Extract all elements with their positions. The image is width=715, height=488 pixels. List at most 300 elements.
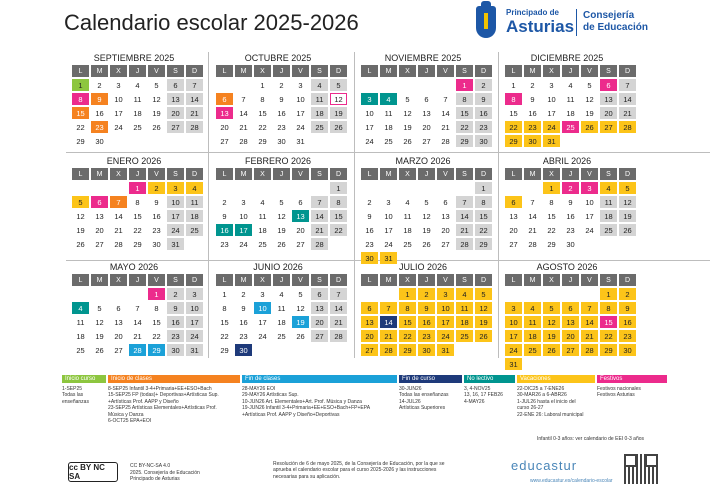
logo-divider	[576, 9, 577, 36]
day-cell: 24	[114, 122, 123, 132]
day-cell: 8	[154, 303, 159, 313]
day-cell: 8	[260, 94, 265, 104]
day-cell: 14	[380, 316, 397, 328]
day-cell: 19	[95, 331, 104, 341]
day-cell: 21	[311, 224, 328, 236]
month-days	[505, 65, 633, 147]
weekday-header: D	[330, 274, 347, 286]
weekday-header: M	[91, 168, 108, 180]
day-cell: 23	[524, 121, 541, 133]
legend-text: 1-SEP25 Todas las enseñanzas	[62, 386, 89, 405]
day-cell: 15	[547, 211, 556, 221]
day-cell: 25	[277, 331, 286, 341]
weekday-header: L	[505, 168, 522, 180]
weekday-header: J	[273, 274, 290, 286]
day-cell: 17	[258, 317, 267, 327]
day-cell: 16	[566, 211, 575, 221]
day-cell: 5	[279, 197, 284, 207]
weekday-header: V	[292, 65, 309, 77]
day-cell: 31	[186, 344, 203, 356]
day-cell: 31	[437, 344, 454, 356]
weekday-header: X	[543, 274, 560, 286]
weekday-header: X	[110, 65, 127, 77]
month-title: MAYO 2026	[109, 262, 159, 272]
day-cell: 17	[585, 211, 594, 221]
day-cell: 1	[129, 182, 146, 194]
qr-code-icon[interactable]	[624, 454, 658, 484]
weekday-header: S	[456, 274, 473, 286]
day-cell: 15	[456, 107, 473, 119]
day-cell: 7	[456, 196, 473, 208]
day-cell: 3	[116, 80, 121, 90]
day-cell: 14	[239, 108, 248, 118]
day-cell: 23	[277, 122, 286, 132]
empty-cell	[562, 288, 579, 300]
empty-cell	[110, 182, 127, 194]
weekday-header: J	[418, 65, 435, 77]
day-cell: 23	[239, 331, 248, 341]
empty-cell	[380, 79, 397, 91]
day-cell: 20	[509, 225, 518, 235]
day-cell: 12	[585, 94, 594, 104]
empty-cell	[399, 79, 416, 91]
day-cell: 28	[114, 239, 123, 249]
day-cell: 18	[384, 122, 393, 132]
weekday-header: V	[148, 65, 165, 77]
day-cell: 12	[475, 302, 492, 314]
day-cell: 11	[133, 94, 142, 104]
principado-logo	[476, 6, 660, 46]
weekday-header: V	[437, 274, 454, 286]
weekday-header: D	[186, 274, 203, 286]
day-cell: 11	[277, 303, 286, 313]
weekday-header: M	[524, 274, 541, 286]
day-cell: 10	[365, 108, 374, 118]
legend-item	[62, 375, 106, 405]
weekday-header: M	[524, 65, 541, 77]
day-cell: 2	[475, 79, 492, 91]
weekday-header: J	[273, 65, 290, 77]
day-cell: 8	[72, 93, 89, 105]
day-cell: 15	[399, 316, 416, 328]
day-cell: 9	[154, 197, 159, 207]
day-cell: 24	[167, 224, 184, 236]
day-cell: 1	[456, 79, 473, 91]
day-cell: 17	[547, 108, 556, 118]
month-title: NOVIEMBRE 2025	[384, 53, 462, 63]
empty-cell	[235, 79, 252, 91]
weekday-header: V	[292, 168, 309, 180]
crest-icon	[476, 6, 496, 38]
weekday-header: S	[167, 65, 184, 77]
month-title: ABRIL 2026	[542, 156, 592, 166]
day-cell: 6	[311, 288, 328, 300]
day-cell: 9	[475, 93, 492, 105]
day-cell: 24	[258, 331, 267, 341]
day-cell: 29	[505, 135, 522, 147]
day-cell: 22	[456, 121, 473, 133]
day-cell: 12	[152, 94, 161, 104]
day-cell: 5	[424, 197, 429, 207]
day-cell: 7	[135, 303, 140, 313]
legend-text: 8-SEP25 Infantil 3-4+Primaria+EE+ESO+Bach 15-SEP25 FP (todas)+ Deportivas+Artísticas Sup. +Artísticas Prof. AAPP y Diseño 23-SEP25 Artísticas Elementales+Artísticas Prof. Música y Danza 6-OCT25 EPA+EOI	[108, 386, 219, 425]
weekday-header: S	[311, 65, 328, 77]
day-cell: 23	[152, 225, 161, 235]
day-cell: 20	[167, 107, 184, 119]
day-cell: 13	[509, 211, 518, 221]
day-cell: 23	[619, 330, 636, 342]
day-cell: 19	[422, 225, 431, 235]
day-cell: 14	[581, 316, 598, 328]
day-cell: 25	[384, 136, 393, 146]
day-cell: 24	[384, 239, 393, 249]
day-cell: 2	[562, 182, 579, 194]
day-cell: 9	[241, 303, 246, 313]
month-7	[501, 156, 633, 250]
weekday-header: D	[186, 168, 203, 180]
day-cell: 9	[91, 93, 108, 105]
day-cell: 30	[475, 135, 492, 147]
legend-item	[464, 375, 515, 405]
weekday-header: V	[148, 274, 165, 286]
day-cell: 7	[311, 196, 328, 208]
month-title: SEPTIEMBRE 2025	[93, 53, 175, 63]
day-cell: 30	[566, 239, 575, 249]
empty-cell	[292, 182, 309, 194]
month-days	[505, 274, 633, 370]
month-days	[361, 274, 489, 356]
day-cell: 18	[186, 210, 203, 222]
resolution-text: Resolución de 6 de mayo 2025, de la Consejería de Educación, por la que se aprueba el calendario escolar para el curso 2025-2026 y las instrucciones necesarias para su aplicación.	[273, 461, 445, 480]
day-cell: 8	[600, 302, 617, 314]
day-cell: 15	[220, 317, 229, 327]
day-cell: 6	[600, 79, 617, 91]
day-cell: 5	[405, 94, 410, 104]
weekday-header: J	[562, 168, 579, 180]
empty-cell	[361, 288, 378, 300]
legend-text: 28-MAY26 EOI 29-MAY26 Artísticas Sup. 10-JUN26 Art. Elementales+Art. Prof. Música y Danza 19-JUN26 Infantil 3-4+Primaria+EE+ESO+Bach+FP+EPA +Artísticas Prof. AAPP y Diseño+Deportivas	[242, 386, 371, 418]
day-cell: 14	[456, 210, 473, 222]
day-cell: 29	[148, 344, 165, 356]
day-cell: 8	[505, 93, 522, 105]
day-cell: 30	[619, 344, 636, 356]
weekday-header: J	[418, 274, 435, 286]
day-cell: 8	[475, 196, 492, 208]
day-cell: 12	[330, 93, 347, 105]
empty-cell	[418, 79, 435, 91]
day-cell: 10	[437, 302, 454, 314]
day-cell: 13	[292, 210, 309, 222]
cc-license-badge: cc BY NC SA	[68, 462, 118, 482]
day-cell: 19	[475, 316, 492, 328]
day-cell: 24	[543, 121, 560, 133]
weekday-header: D	[186, 65, 203, 77]
month-0	[68, 53, 200, 147]
day-cell: 15	[330, 210, 347, 222]
educastur-logo[interactable]: educastur	[511, 458, 578, 473]
empty-cell	[380, 182, 397, 194]
empty-cell	[437, 182, 454, 194]
month-title: JULIO 2026	[398, 262, 448, 272]
day-cell: 28	[129, 344, 146, 356]
day-cell: 22	[547, 225, 556, 235]
weekday-header: M	[91, 65, 108, 77]
day-cell: 24	[585, 225, 594, 235]
empty-cell	[91, 182, 108, 194]
day-cell: 11	[186, 196, 203, 208]
day-cell: 10	[547, 94, 556, 104]
day-cell: 21	[239, 122, 248, 132]
day-cell: 23	[418, 330, 435, 342]
day-cell: 2	[222, 197, 227, 207]
weekday-header: L	[361, 168, 378, 180]
day-cell: 28	[619, 121, 636, 133]
legend-text: 30-JUN26 Todas las enseñanzas 14-JUL26 Artísticas Superiores	[399, 386, 449, 412]
day-cell: 27	[422, 136, 431, 146]
day-cell: 7	[581, 302, 598, 314]
day-cell: 17	[235, 224, 252, 236]
day-cell: 6	[167, 79, 184, 91]
day-cell: 19	[292, 316, 309, 328]
legend-label: Inicio curso	[62, 375, 106, 383]
day-cell: 17	[186, 316, 203, 328]
day-cell: 29	[547, 239, 556, 249]
weekday-header: D	[619, 274, 636, 286]
day-cell: 5	[154, 80, 159, 90]
day-cell: 16	[365, 225, 374, 235]
day-cell: 15	[152, 317, 161, 327]
weekday-header: L	[505, 65, 522, 77]
day-cell: 6	[216, 93, 233, 105]
empty-cell	[361, 182, 378, 194]
day-cell: 25	[186, 224, 203, 236]
day-cell: 1	[475, 182, 492, 194]
day-cell: 18	[566, 108, 575, 118]
day-cell: 14	[114, 211, 123, 221]
day-cell: 19	[619, 210, 636, 222]
day-cell: 2	[148, 182, 165, 194]
empty-cell	[361, 79, 378, 91]
empty-cell	[399, 182, 416, 194]
day-cell: 21	[380, 330, 397, 342]
day-cell: 11	[524, 316, 541, 328]
legend-text: 3, 4-NOV25 13, 16, 17 FEB26 4-MAY26	[464, 386, 503, 405]
day-cell: 12	[296, 303, 305, 313]
day-cell: 17	[167, 210, 184, 222]
day-cell: 28	[581, 344, 598, 356]
empty-cell	[418, 182, 435, 194]
day-cell: 1	[222, 289, 227, 299]
weekday-header: J	[129, 65, 146, 77]
day-cell: 4	[72, 302, 89, 314]
day-cell: 25	[562, 121, 579, 133]
day-cell: 27	[95, 239, 104, 249]
month-days	[72, 65, 200, 147]
empty-cell	[129, 288, 146, 300]
day-cell: 20	[114, 331, 123, 341]
day-cell: 9	[222, 211, 227, 221]
day-cell: 27	[114, 345, 123, 355]
weekday-header: S	[167, 168, 184, 180]
weekday-header: L	[216, 168, 233, 180]
day-cell: 1	[72, 79, 89, 91]
weekday-header: D	[475, 65, 492, 77]
empty-cell	[505, 288, 522, 300]
day-cell: 28	[528, 239, 537, 249]
day-cell: 30	[361, 252, 378, 264]
day-cell: 16	[95, 108, 104, 118]
weekday-header: L	[361, 65, 378, 77]
day-cell: 2	[279, 80, 284, 90]
legend-label: Vacaciones	[517, 375, 595, 383]
day-cell: 25	[403, 239, 412, 249]
day-cell: 25	[258, 239, 267, 249]
day-cell: 16	[475, 107, 492, 119]
day-cell: 20	[422, 122, 431, 132]
day-cell: 27	[441, 239, 450, 249]
day-cell: 11	[311, 93, 328, 105]
month-title: OCTUBRE 2025	[244, 53, 312, 63]
day-cell: 3	[241, 197, 246, 207]
day-cell: 14	[619, 93, 636, 105]
legend-item	[597, 375, 667, 399]
day-cell: 5	[619, 182, 636, 194]
weekday-header: V	[581, 168, 598, 180]
day-cell: 6	[91, 196, 108, 208]
day-cell: 6	[116, 303, 121, 313]
day-cell: 9	[530, 94, 535, 104]
day-cell: 23	[167, 330, 184, 342]
day-cell: 19	[585, 108, 594, 118]
day-cell: 21	[619, 107, 636, 119]
day-cell: 7	[110, 196, 127, 208]
day-cell: 12	[277, 211, 286, 221]
day-cell: 15	[258, 108, 267, 118]
empty-cell	[505, 182, 522, 194]
day-cell: 27	[296, 239, 305, 249]
divider	[66, 152, 710, 153]
month-6	[357, 156, 489, 264]
legend-label: Fin de clases	[242, 375, 397, 383]
weekday-header: V	[148, 168, 165, 180]
day-cell: 19	[277, 225, 286, 235]
day-cell: 17	[365, 122, 374, 132]
empty-cell	[524, 288, 541, 300]
empty-cell	[72, 288, 89, 300]
empty-cell	[311, 182, 328, 194]
weekday-header: M	[524, 168, 541, 180]
day-cell: 12	[95, 317, 104, 327]
weekday-header: X	[543, 168, 560, 180]
day-cell: 7	[186, 79, 203, 91]
day-cell: 3	[386, 197, 391, 207]
weekday-header: X	[110, 168, 127, 180]
day-cell: 22	[475, 224, 492, 236]
day-cell: 4	[380, 93, 397, 105]
weekday-header: S	[311, 168, 328, 180]
month-days	[361, 168, 489, 264]
day-cell: 11	[258, 211, 267, 221]
month-9	[212, 262, 344, 356]
day-cell: 17	[437, 316, 454, 328]
day-cell: 4	[311, 79, 328, 91]
day-cell: 26	[619, 224, 636, 236]
day-cell: 26	[543, 344, 560, 356]
day-cell: 18	[600, 210, 617, 222]
day-cell: 26	[581, 121, 598, 133]
day-cell: 22	[133, 225, 142, 235]
empty-cell	[524, 182, 541, 194]
day-cell: 28	[186, 121, 203, 133]
day-cell: 8	[549, 197, 554, 207]
day-cell: 9	[279, 94, 284, 104]
day-cell: 21	[186, 107, 203, 119]
day-cell: 11	[566, 94, 575, 104]
weekday-header: X	[399, 274, 416, 286]
legend-label: No lectivo	[464, 375, 515, 383]
day-cell: 3	[549, 80, 554, 90]
month-title: AGOSTO 2026	[536, 262, 598, 272]
day-cell: 7	[530, 197, 535, 207]
day-cell: 15	[475, 210, 492, 222]
day-cell: 14	[133, 317, 142, 327]
month-days	[505, 168, 633, 250]
day-cell: 5	[475, 288, 492, 300]
day-cell: 3	[260, 289, 265, 299]
day-cell: 24	[437, 330, 454, 342]
day-cell: 31	[167, 238, 184, 250]
day-cell: 13	[562, 316, 579, 328]
day-cell: 3	[167, 182, 184, 194]
day-cell: 15	[600, 316, 617, 328]
day-cell: 13	[216, 107, 233, 119]
day-cell: 9	[418, 302, 435, 314]
educastur-link[interactable]: www.educastur.es/calendario-escolar	[530, 478, 613, 484]
day-cell: 31	[505, 358, 522, 370]
day-cell: 18	[524, 330, 541, 342]
weekday-header: L	[72, 65, 89, 77]
weekday-header: M	[91, 274, 108, 286]
logo-line1: Principado de	[506, 8, 559, 17]
day-cell: 12	[76, 211, 85, 221]
day-cell: 29	[133, 239, 142, 249]
day-cell: 22	[76, 122, 85, 132]
weekday-header: X	[543, 65, 560, 77]
day-cell: 10	[239, 211, 248, 221]
day-cell: 4	[405, 197, 410, 207]
day-cell: 5	[72, 196, 89, 208]
empty-cell	[72, 182, 89, 194]
weekday-header: J	[129, 168, 146, 180]
day-cell: 18	[403, 225, 412, 235]
weekday-header: V	[581, 274, 598, 286]
weekday-header: D	[330, 65, 347, 77]
weekday-header: V	[437, 168, 454, 180]
weekday-header: D	[475, 274, 492, 286]
day-cell: 3	[505, 302, 522, 314]
day-cell: 1	[600, 288, 617, 300]
day-cell: 12	[543, 316, 560, 328]
day-cell: 12	[422, 211, 431, 221]
day-cell: 1	[511, 80, 516, 90]
day-cell: 21	[528, 225, 537, 235]
month-days	[216, 168, 344, 250]
day-cell: 22	[220, 331, 229, 341]
empty-cell	[254, 182, 271, 194]
day-cell: 4	[568, 80, 573, 90]
month-8	[68, 262, 200, 356]
weekday-header: S	[311, 274, 328, 286]
